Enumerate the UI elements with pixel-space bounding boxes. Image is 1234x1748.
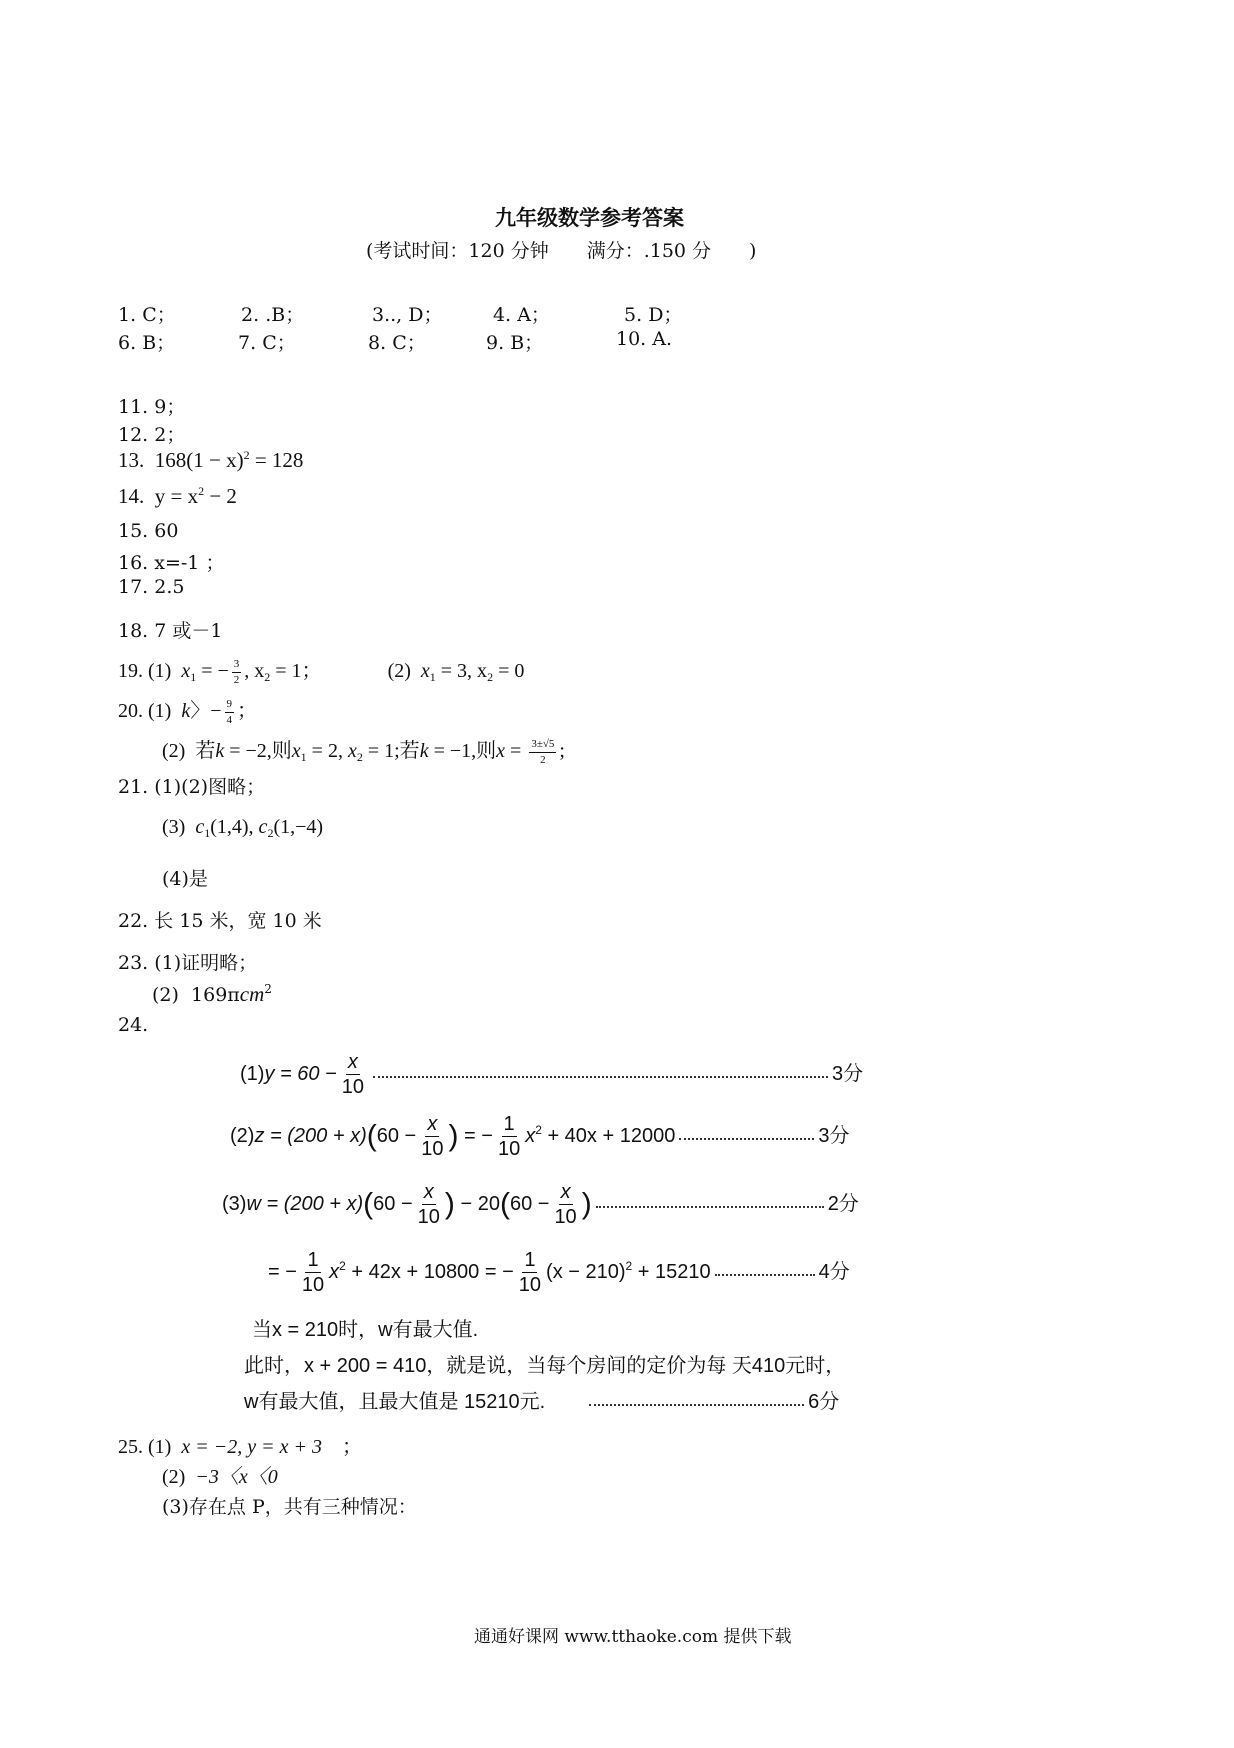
mc-item: 2. .B； [241, 304, 305, 326]
answer-22: 22. 长 15 米，宽 10 米 [118, 910, 322, 932]
answer-25-3: (3)存在点 P，共有三种情况： [162, 1496, 417, 1518]
answer-18: 18. 7 或－1 [118, 620, 223, 642]
mc-item: 10. A. [616, 328, 673, 350]
answer-20-1: 20. (1) k〉− $\frac{9}{4}$ ； [118, 697, 257, 726]
mc-item: 1. C； [118, 304, 176, 326]
answer-24-line-7: w有最大值，且最大值是 15210元. 6分 [244, 1391, 840, 1413]
mc-item: 7. C； [238, 332, 296, 354]
mc-item: 5. D； [624, 304, 683, 326]
answer-16: 16. x=-1 ； [118, 552, 225, 574]
answer-21-1: 21. (1)(2)图略； [118, 776, 266, 798]
answer-24-line-1: (1)y = 60 − $\frac{x}{10}$ 3分 [240, 1051, 864, 1098]
answer-24-line-3: (3)w = (200 + x)(60 − $\frac{x}{10}$ ) − 20(60 − $\frac{x}{10}$ ) 2分 [222, 1181, 859, 1228]
answer-23-1: 23. (1)证明略； [118, 952, 258, 974]
answer-14: 14. $y = x^2 - 2$ [118, 484, 237, 508]
mc-item: 3.., D； [372, 304, 443, 326]
answer-15: 15. 60 [118, 520, 179, 542]
answer-25-1: 25. (1) x = −2, y = x + 3 ； [118, 1436, 362, 1458]
answer-24-number: 24. [118, 1014, 149, 1036]
answer-12: 12. 2； [118, 424, 186, 446]
footer-credit: 通通好课网 www.tthaoke.com 提供下载 [474, 1627, 792, 1647]
answer-25-2: (2) −3〈x〈0 [162, 1466, 278, 1488]
answer-21-4: (4)是 [162, 868, 208, 890]
answer-23-2: (2) 169πcm$^2$ [152, 982, 272, 1006]
answer-13: 13. $168(1 - x)^2 = 128$ [118, 448, 304, 472]
answer-24-line-5: 当x = 210时，w有最大值. [252, 1319, 479, 1341]
mc-item: 9. B； [486, 332, 544, 354]
answer-19: 19. (1) $x_1$ = − $\frac{3}{2}$ , $x_2 = 1$； (2) $x_1 = 3$, $x_2 = 0$ [118, 657, 525, 686]
answer-24-line-6: 此时，x + 200 = 410，就是说，当每个房间的定价为每 天410元时， [244, 1355, 846, 1377]
answer-24-line-4: = − $\frac{1}{10}$ $x^2 + 42x + 10800$ = − $\frac{1}{10}$ $(x - 210)^2 + 15210$ 4分 [268, 1249, 850, 1296]
mc-item: 6. B； [118, 332, 176, 354]
mc-item: 4. A； [493, 304, 550, 326]
mc-item: 8. C； [368, 332, 426, 354]
mc-answers [118, 300, 818, 360]
answer-21-3: (3) $c_1(1,4)$, $c_2(1,-4)$ [162, 816, 324, 840]
answer-11: 11. 9； [118, 396, 186, 418]
answer-24-line-2: (2)z = (200 + x)(60 − $\frac{x}{10}$ ) = − $\frac{1}{10}$ $x^2 + 40x + 12000$ 3分 [230, 1113, 850, 1160]
answer-20-2: (2) 若k = −2,则$x_1 = 2$, $x_2 = 1$;若k = −1,则x = $\frac{3\pm√5}{2}$ ; [162, 737, 565, 766]
answer-17: 17. 2.5 [118, 576, 185, 598]
exam-info: (考试时间：120 分钟 满分：.150 分 ) [366, 240, 757, 262]
page-title: 九年级数学参考答案 [495, 206, 684, 230]
